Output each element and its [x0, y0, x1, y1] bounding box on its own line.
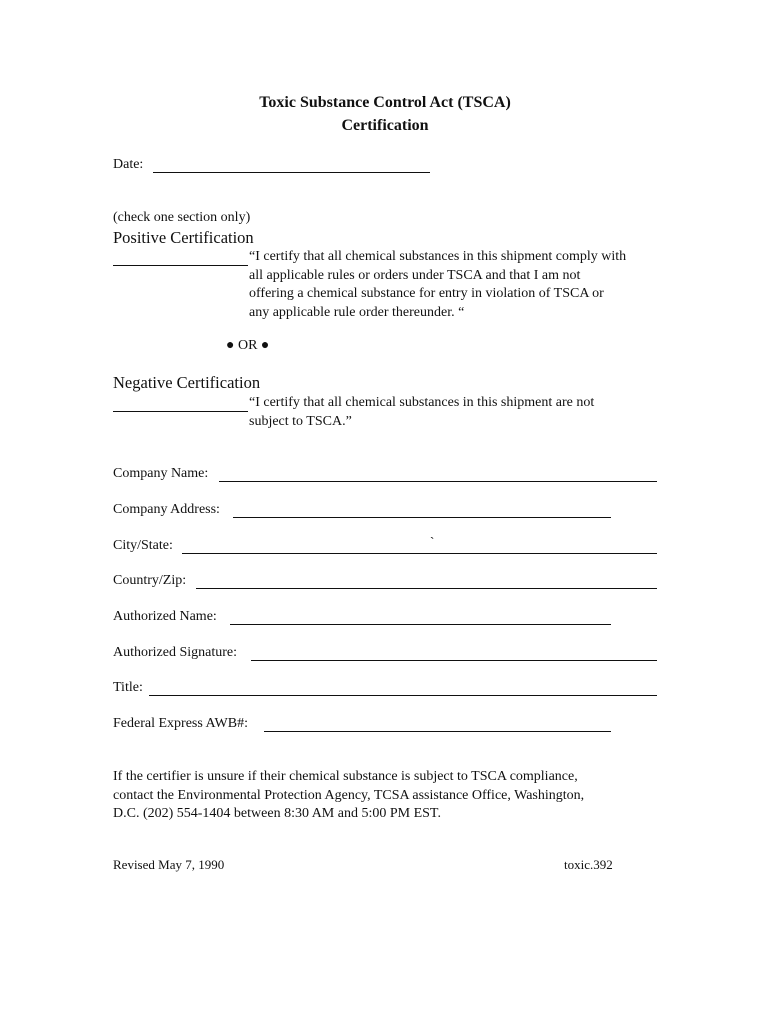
revision-date: Revised May 7, 1990	[113, 857, 225, 872]
title-label: Title:	[113, 680, 143, 695]
positive-line-4: any applicable rule order thereunder. “	[249, 304, 465, 320]
form-code: toxic.392	[564, 857, 613, 872]
company-address-field[interactable]	[233, 503, 611, 518]
country-zip-field[interactable]	[196, 574, 657, 589]
date-label: Date:	[113, 157, 144, 172]
note-line-2: contact the Environmental Protection Agency, TCSA assistance Office, Washington,	[113, 787, 585, 803]
document-subtitle: Certification	[341, 117, 429, 134]
company-name-field[interactable]	[219, 467, 657, 482]
instruction-text: (check one section only)	[113, 210, 251, 225]
city-state-stray-mark: `	[430, 534, 435, 549]
positive-certification-heading: Positive Certification	[113, 228, 254, 247]
fedex-awb-label: Federal Express AWB#:	[113, 716, 248, 731]
title-field[interactable]	[149, 681, 657, 696]
negative-certification-checkline[interactable]	[113, 397, 248, 412]
fedex-awb-field[interactable]	[264, 717, 611, 732]
epa-contact-note	[113, 768, 584, 824]
authorized-signature-field[interactable]	[251, 646, 657, 661]
note-line-3: D.C. (202) 554-1404 between 8:30 AM and 5:00 PM EST.	[113, 806, 441, 821]
negative-certification-heading: Negative Certification	[113, 373, 261, 392]
positive-certification-statement	[249, 248, 626, 322]
or-separator: ● OR ●	[226, 338, 270, 353]
positive-line-3: offering a chemical substance for entry in violation of TSCA or	[249, 286, 604, 301]
company-address-label: Company Address:	[113, 502, 220, 517]
negative-line-2: subject to TSCA.”	[249, 413, 352, 429]
document-title: Toxic Substance Control Act (TSCA)	[259, 94, 511, 111]
authorized-name-field[interactable]	[230, 610, 611, 625]
authorized-signature-label: Authorized Signature:	[113, 645, 238, 660]
date-field[interactable]	[153, 158, 430, 173]
city-state-label: City/State:	[113, 538, 173, 553]
authorized-name-label: Authorized Name:	[113, 609, 217, 624]
negative-line-1: “I certify that all chemical substances in this shipment are not	[249, 395, 595, 410]
positive-line-1: “I certify that all chemical substances in this shipment comply with	[249, 249, 627, 264]
note-line-1: If the certifier is unsure if their chemical substance is subject to TSCA compliance,	[113, 769, 578, 784]
negative-certification-statement	[249, 394, 594, 431]
positive-certification-checkline[interactable]	[113, 251, 248, 266]
country-zip-label: Country/Zip:	[113, 573, 187, 588]
company-name-label: Company Name:	[113, 466, 209, 481]
city-state-field[interactable]	[182, 539, 657, 554]
positive-line-2: all applicable rules or orders under TSCA and that I am not	[249, 267, 581, 283]
